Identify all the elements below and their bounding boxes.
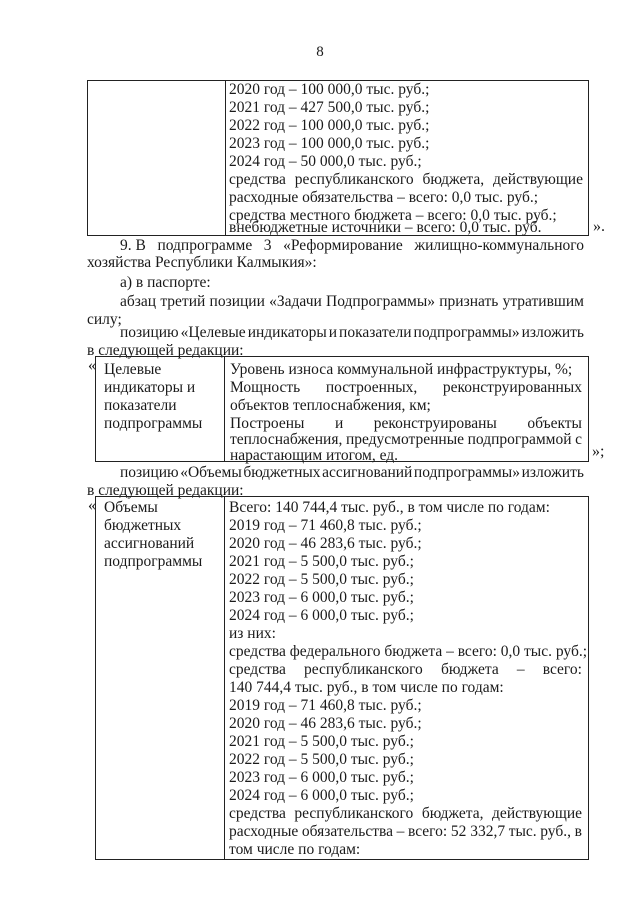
word: подпрограммы» (413, 324, 520, 341)
left-label: показатели (104, 397, 177, 414)
word: Мощность (230, 379, 301, 396)
paragraph-tasks-cont: силу; (87, 311, 122, 328)
of-which: из них: (229, 625, 276, 642)
word: реконструированы (373, 415, 497, 432)
left-label: бюджетных (104, 517, 182, 534)
paragraph-volumes (120, 463, 584, 482)
word: утратившим (502, 293, 584, 310)
word: действующие (492, 805, 582, 822)
word: с (575, 431, 582, 448)
word: позиции (209, 293, 265, 310)
word: «Реформирование (283, 237, 403, 254)
local-budget-line: средства местного бюджета – всего: 0,0 тыс. руб.; (229, 207, 557, 224)
budget-year: 2023 год – 6 000,0 тыс. руб.; (229, 589, 414, 606)
budget-year: 2019 год – 71 460,8 тыс. руб.; (229, 517, 422, 534)
word: теплоснабжения, (230, 431, 343, 448)
republic-total: 140 744,4 тыс. руб., в том числе по годам: (229, 679, 504, 696)
budget-year: 2019 год – 71 460,8 тыс. руб.; (229, 697, 422, 714)
word: «Объемы (180, 464, 242, 481)
budget-year: 2022 год – 5 500,0 тыс. руб.; (229, 751, 414, 768)
indicator-wear: Уровень износа коммунальной инфраструктуры, %; (230, 361, 573, 378)
word: – (396, 823, 405, 840)
word: «Задачи (269, 293, 322, 310)
left-label: подпрограммы (104, 553, 203, 570)
closing-quote: »; (592, 443, 605, 460)
republic-budget-line (229, 660, 582, 679)
left-label: индикаторы и (104, 379, 196, 396)
word: средства (229, 805, 286, 822)
word: построенных, (325, 379, 418, 396)
word: средства (229, 661, 286, 678)
budget-total: Всего: 140 744,4 тыс. руб., в том числе по годам: (229, 499, 550, 516)
word: изложить (521, 324, 584, 341)
funding-2022: 2022 год – 100 000,0 тыс. руб.; (229, 117, 430, 134)
word: бюджета, (421, 805, 484, 822)
funding-2021: 2021 год – 427 500,0 тыс. руб.; (229, 99, 430, 116)
budget-year: 2024 год – 6 000,0 тыс. руб.; (229, 607, 414, 624)
word: и (334, 415, 344, 432)
word: республиканского (303, 661, 423, 678)
word: всего: (407, 823, 448, 840)
word: подпрограммой (467, 431, 572, 448)
word: республиканского (294, 805, 414, 822)
word: 3 (263, 237, 272, 254)
funding-2023: 2023 год – 100 000,0 тыс. руб.; (229, 135, 430, 152)
word: предусмотренные (345, 431, 465, 448)
table-left-cell (88, 81, 226, 235)
federal-budget: средства федерального бюджета – всего: 0,0 тыс. руб.; (229, 643, 588, 660)
budget-year: 2020 год – 46 283,6 тыс. руб.; (229, 715, 422, 732)
word: третий (160, 293, 206, 310)
word: признать (439, 293, 499, 310)
indicator-built-end: нарастающим итогом, ед. (230, 447, 399, 464)
word: индикаторы (247, 324, 327, 341)
budget-year: 2020 год – 46 283,6 тыс. руб.; (229, 535, 422, 552)
word: 9. В (120, 237, 146, 254)
word: в (574, 823, 582, 840)
word: и (328, 324, 338, 341)
funding-2024: 2024 год – 50 000,0 тыс. руб.; (229, 153, 422, 170)
word: показатели (339, 324, 412, 341)
word: Построены (230, 415, 305, 432)
left-label: Целевые (104, 361, 162, 378)
word: изложить (521, 464, 584, 481)
word: республиканского (294, 171, 414, 188)
paragraph-tasks (120, 292, 584, 311)
paragraph-volumes-cont: в следующей редакции: (87, 482, 244, 499)
word: Подпрограммы» (326, 293, 435, 310)
closing-quote: ». (593, 218, 605, 235)
obligations-total-line (229, 822, 582, 841)
republic-obligations-line (229, 804, 582, 823)
paragraph-9-cont: хозяйства Республики Калмыкия»: (87, 254, 317, 271)
word: руб., (540, 823, 571, 840)
word: – (516, 661, 525, 678)
word: объекты (527, 415, 582, 432)
budget-year: 2021 год – 5 500,0 тыс. руб.; (229, 553, 414, 570)
word: тыс. (508, 823, 537, 840)
word: действующие (493, 171, 583, 188)
budget-year: 2021 год – 5 500,0 тыс. руб.; (229, 733, 414, 750)
republic-budget-line (229, 170, 583, 189)
paragraph-indicators (120, 323, 584, 342)
word: «Целевые (180, 324, 246, 341)
budget-year: 2022 год – 5 500,0 тыс. руб.; (229, 571, 414, 588)
obligations-line: расходные обязательства – всего: 0,0 тыс. руб.; (229, 189, 539, 206)
opening-quote: « (88, 497, 96, 514)
item-a: а) в паспорте: (120, 274, 211, 291)
indicator-capacity-cont: объектов теплоснабжения, км; (230, 397, 431, 414)
budget-year: 2023 год – 6 000,0 тыс. руб.; (229, 769, 414, 786)
left-label: ассигнований (104, 535, 195, 552)
word: реконструированных (442, 379, 582, 396)
left-label: Объемы (104, 499, 158, 516)
word: расходные (229, 823, 299, 840)
page-number: 8 (316, 44, 324, 60)
extrabudget-line: внебюджетные источники – всего: 0,0 тыс. руб. (229, 219, 542, 236)
opening-quote: « (88, 357, 96, 374)
word: средства (229, 171, 286, 188)
word: позицию (120, 324, 179, 341)
word: абзац (120, 293, 157, 310)
word: бюджета (440, 661, 499, 678)
word: подпрограмме (157, 237, 253, 254)
indicator-capacity (230, 378, 582, 397)
funding-2020: 2020 год – 100 000,0 тыс. руб.; (229, 81, 430, 98)
word: бюджетных (243, 464, 321, 481)
paragraph-indicators-cont: в следующей редакции: (87, 342, 244, 359)
word: всего: (542, 661, 582, 678)
word: 52 332,7 (450, 823, 506, 840)
budget-year: 2024 год – 6 000,0 тыс. руб.; (229, 787, 414, 804)
word: жилищно-коммунального (414, 237, 584, 254)
word: позицию (120, 464, 179, 481)
word: обязательства (301, 823, 393, 840)
by-years-line: том числе по годам: (229, 841, 361, 858)
word: ассигнований (322, 464, 413, 481)
word: бюджета, (422, 171, 485, 188)
word: подпрограммы» (413, 464, 520, 481)
left-label: подпрограммы (104, 415, 203, 432)
